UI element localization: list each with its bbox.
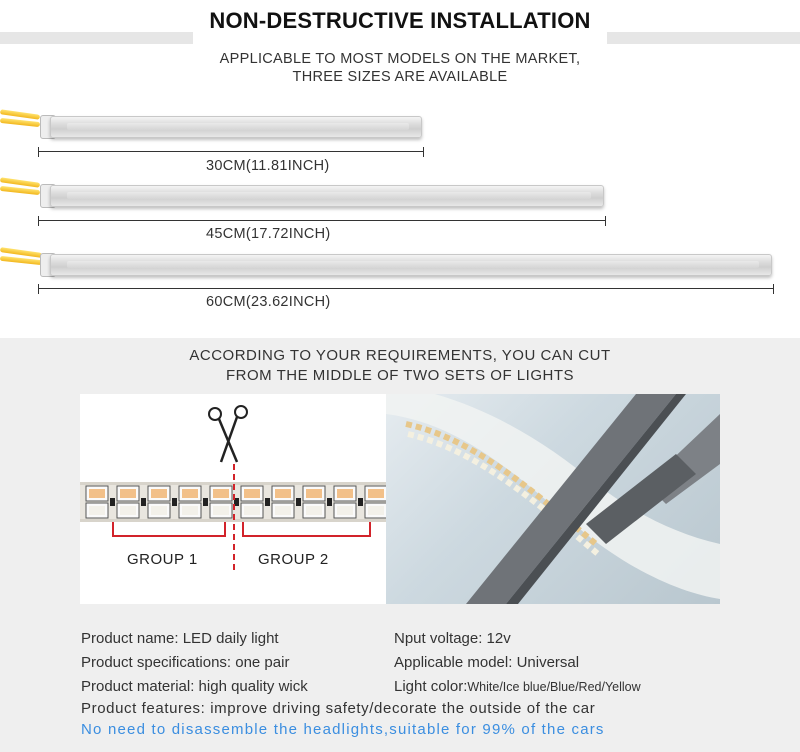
cutting-photo	[386, 394, 720, 604]
led-chip-amber	[213, 489, 229, 498]
led-chip-amber	[244, 489, 260, 498]
group-1-label: GROUP 1	[127, 551, 198, 568]
led-chip-white	[368, 506, 384, 515]
subtitle-line-1: APPLICABLE TO MOST MODELS ON THE MARKET,	[219, 51, 581, 67]
led-chip-white	[337, 506, 353, 515]
resistor	[141, 498, 146, 506]
led-chip-white	[182, 506, 198, 515]
group-1-bracket	[113, 522, 225, 536]
led-chip-amber	[89, 489, 105, 498]
strip-30cm	[50, 116, 422, 138]
led-chip-white	[151, 506, 167, 515]
led-chip-white	[244, 506, 260, 515]
group-2-label: GROUP 2	[258, 551, 329, 568]
spec-product-material: Product material: high quality wick	[81, 678, 308, 695]
spec-product-specification: Product specifications: one pair	[81, 654, 290, 671]
led-chip-amber	[337, 489, 353, 498]
resistor	[203, 498, 208, 506]
subtitle	[0, 50, 800, 86]
resistor	[296, 498, 301, 506]
cutting-illustration	[386, 394, 720, 604]
led-chip-white	[275, 506, 291, 515]
size-label-30: 30CM(11.81INCH)	[206, 158, 330, 174]
group-2-bracket	[243, 522, 370, 536]
led-chip-white	[89, 506, 105, 515]
resistor	[110, 498, 115, 506]
led-chip-white	[213, 506, 229, 515]
led-chip-amber	[120, 489, 136, 498]
dimension-line-45	[38, 216, 606, 226]
led-chip-amber	[182, 489, 198, 498]
resistor	[358, 498, 363, 506]
section-title: NON-DESTRUCTIVE INSTALLATION	[209, 8, 591, 33]
led-chip-amber	[151, 489, 167, 498]
strip-45cm	[50, 185, 604, 207]
installation-section	[0, 0, 800, 338]
cut-line-2: FROM THE MIDDLE OF TWO SETS OF LIGHTS	[226, 367, 574, 384]
led-chip-amber	[275, 489, 291, 498]
spec-product-name: Product name: LED daily light	[81, 630, 279, 647]
spec-input-voltage: Nput voltage: 12v	[394, 630, 511, 647]
light-color-label: Light color:	[394, 678, 468, 695]
size-label-60: 60CM(23.62INCH)	[206, 294, 331, 310]
led-chip-white	[306, 506, 322, 515]
spec-applicable-model: Applicable model: Universal	[394, 654, 580, 671]
resistor	[265, 498, 270, 506]
led-chip-amber	[368, 489, 384, 498]
spec-product-features: Product features: improve driving safety/decorate the outside of the car	[81, 700, 596, 717]
led-groups-photo	[80, 394, 386, 604]
dimension-line-30	[38, 147, 424, 157]
light-color-values: White/Ice blue/Blue/Red/Yellow	[467, 680, 641, 694]
led-chip-amber	[306, 489, 322, 498]
resistor	[327, 498, 332, 506]
subtitle-line-2: THREE SIZES ARE AVAILABLE	[292, 69, 508, 85]
resistor	[172, 498, 177, 506]
strip-45-wire-2	[0, 186, 40, 195]
compatibility-note: No need to disassemble the headlights,suitable for 99% of the cars	[81, 721, 605, 738]
scissors-icon	[209, 406, 247, 462]
strip-60cm	[50, 254, 772, 276]
spec-light-color	[394, 678, 641, 695]
strip-30-wire-2	[0, 118, 40, 127]
cut-instructions	[0, 346, 800, 386]
cut-line-1: ACCORDING TO YOUR REQUIREMENTS, YOU CAN CUT	[189, 347, 611, 364]
led-chip-white	[120, 506, 136, 515]
size-label-45: 45CM(17.72INCH)	[206, 226, 331, 242]
dimension-line-60	[38, 284, 774, 294]
led-strip-illustration	[80, 394, 386, 604]
